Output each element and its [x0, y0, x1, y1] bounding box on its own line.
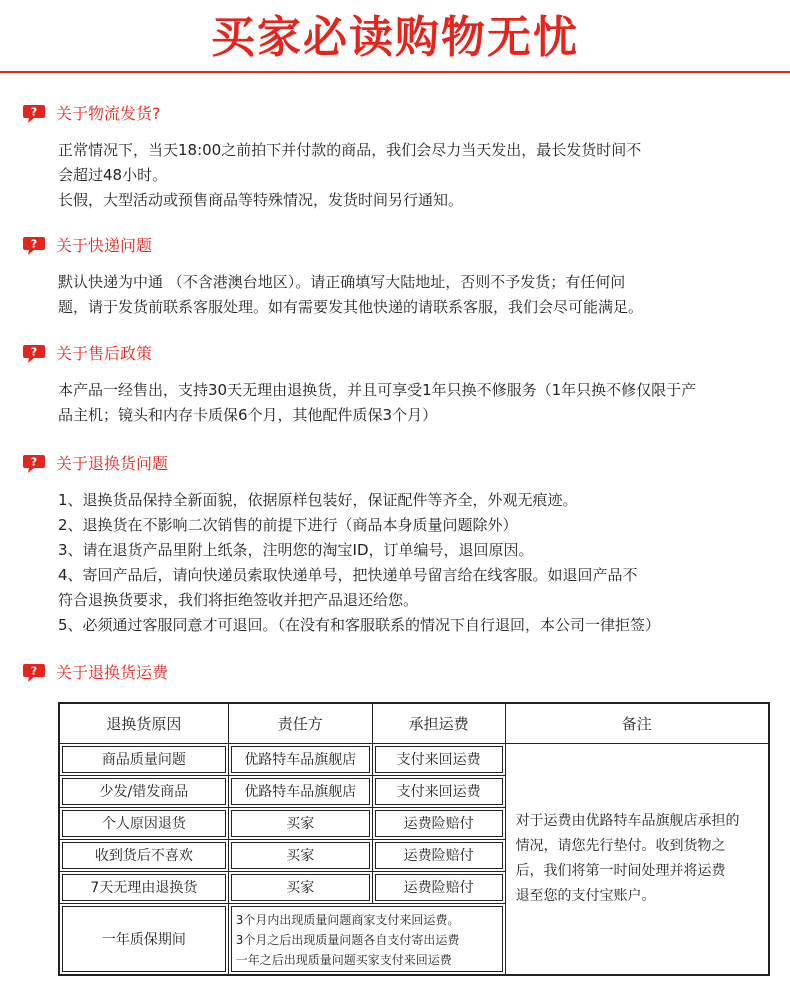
table-row — [59, 743, 769, 775]
question-bubble-icon — [22, 236, 46, 256]
body-line: 本产品一经售出，支持30天无理由退换货，并且可享受1年只换不修服务（1年只换不修仅限于产 — [58, 381, 697, 399]
section-header-shipping — [22, 102, 161, 126]
reason-cell: 收到货后不喜欢 — [59, 839, 228, 871]
note-line: 退至您的支付宝账户。 — [515, 887, 656, 904]
fee-cell: 支付来回运费 — [372, 743, 505, 775]
note-line: 情况，请您先行垫付。收到货物之 — [515, 837, 726, 854]
body-line: 题，请于发货前联系客服处理。如有需要发其他快递的请联系客服，我们会尽可能满足。 — [58, 298, 644, 316]
section-title: 关于快递问题 — [56, 236, 153, 255]
party-cell: 买家 — [228, 807, 372, 839]
reason-cell: 个人原因退货 — [59, 807, 228, 839]
note-line: 后，我们将第一时间处理并将运费 — [515, 862, 726, 879]
body-line: 正常情况下，当天18:00之前拍下并付款的商品，我们会尽力当天发出，最长发货时间不 — [58, 141, 642, 159]
warranty-line: 3个月内出现质量问题商家支付来回运费。 — [235, 912, 460, 927]
body-line: 会超过48小时。 — [58, 166, 168, 184]
section-title: 关于物流发货? — [56, 104, 161, 123]
body-line: 1、退换货品保持全新面貌，依据原样包装好，保证配件等齐全，外观无痕迹。 — [58, 491, 578, 509]
warranty-line: 3个月之后出现质量问题各自支付寄出运费 — [235, 932, 460, 947]
fee-cell: 支付来回运费 — [372, 775, 505, 807]
question-bubble-icon — [22, 663, 46, 683]
title-divider — [0, 71, 790, 73]
reason-cell: 少发/错发商品 — [59, 775, 228, 807]
question-bubble-icon — [22, 104, 46, 124]
page-title: 买家必读购物无忧 — [211, 12, 579, 63]
warranty-detail-cell — [228, 903, 505, 975]
column-header: 备注 — [505, 703, 769, 743]
section-title: 关于退换货问题 — [56, 454, 169, 473]
svg-text:?: ? — [30, 237, 38, 251]
svg-text:?: ? — [30, 455, 38, 469]
section-body-shipping — [58, 138, 770, 213]
section-body-returns — [58, 488, 770, 638]
fee-cell: 运费险赔付 — [372, 839, 505, 871]
section-header-courier — [22, 234, 152, 258]
body-line: 4、寄回产品后，请向快递员索取快递单号，把快递单号留言给在线客服。如退回产品不 — [58, 566, 638, 584]
body-line: 品主机；镜头和内存卡质保6个月，其他配件质保3个月） — [58, 406, 438, 424]
party-cell: 买家 — [228, 871, 372, 903]
svg-text:?: ? — [30, 345, 38, 359]
reason-cell: 商品质量问题 — [59, 743, 228, 775]
fee-cell: 运费险赔付 — [372, 807, 505, 839]
section-header-return-fees — [22, 661, 168, 685]
section-title: 关于售后政策 — [56, 344, 153, 363]
section-title: 关于退换货运费 — [56, 663, 169, 682]
return-fee-table — [58, 702, 770, 976]
section-body-courier — [58, 270, 770, 320]
body-line: 默认快递为中通 （不含港澳台地区）。请正确填写大陆地址，否则不予发货；有任何问 — [58, 273, 626, 291]
svg-text:?: ? — [30, 664, 38, 678]
question-bubble-icon — [22, 454, 46, 474]
section-body-aftersales — [58, 378, 770, 428]
party-cell: 优路特车品旗舰店 — [228, 775, 372, 807]
body-line: 长假，大型活动或预售商品等特殊情况，发货时间另行通知。 — [58, 191, 464, 209]
column-header: 退换货原因 — [59, 703, 228, 743]
reason-cell: 一年质保期间 — [59, 903, 228, 975]
body-line: 2、退换货在不影响二次销售的前提下进行（商品本身质量问题除外） — [58, 516, 518, 534]
column-header: 责任方 — [228, 703, 372, 743]
question-bubble-icon — [22, 344, 46, 364]
warranty-line: 一年之后出现质量问题买家支付来回运费 — [235, 952, 452, 967]
reason-cell: 7天无理由退换货 — [59, 871, 228, 903]
section-header-returns — [22, 452, 168, 476]
fee-cell: 运费险赔付 — [372, 871, 505, 903]
party-cell: 买家 — [228, 839, 372, 871]
body-line: 3、请在退货产品里附上纸条，注明您的淘宝ID，订单编号，退回原因。 — [58, 541, 534, 559]
section-header-aftersales — [22, 342, 152, 366]
note-cell — [505, 743, 769, 975]
table-header-row — [59, 703, 769, 743]
body-line: 符合退换货要求，我们将拒绝签收并把产品退还给您。 — [58, 591, 419, 609]
column-header: 承担运费 — [372, 703, 505, 743]
party-cell: 优路特车品旗舰店 — [228, 743, 372, 775]
body-line: 5、必须通过客服同意才可退回。（在没有和客服联系的情况下自行退回，本公司一律拒签） — [58, 616, 661, 634]
svg-text:?: ? — [30, 105, 38, 119]
note-line: 对于运费由优路特车品旗舰店承担的 — [515, 812, 740, 829]
